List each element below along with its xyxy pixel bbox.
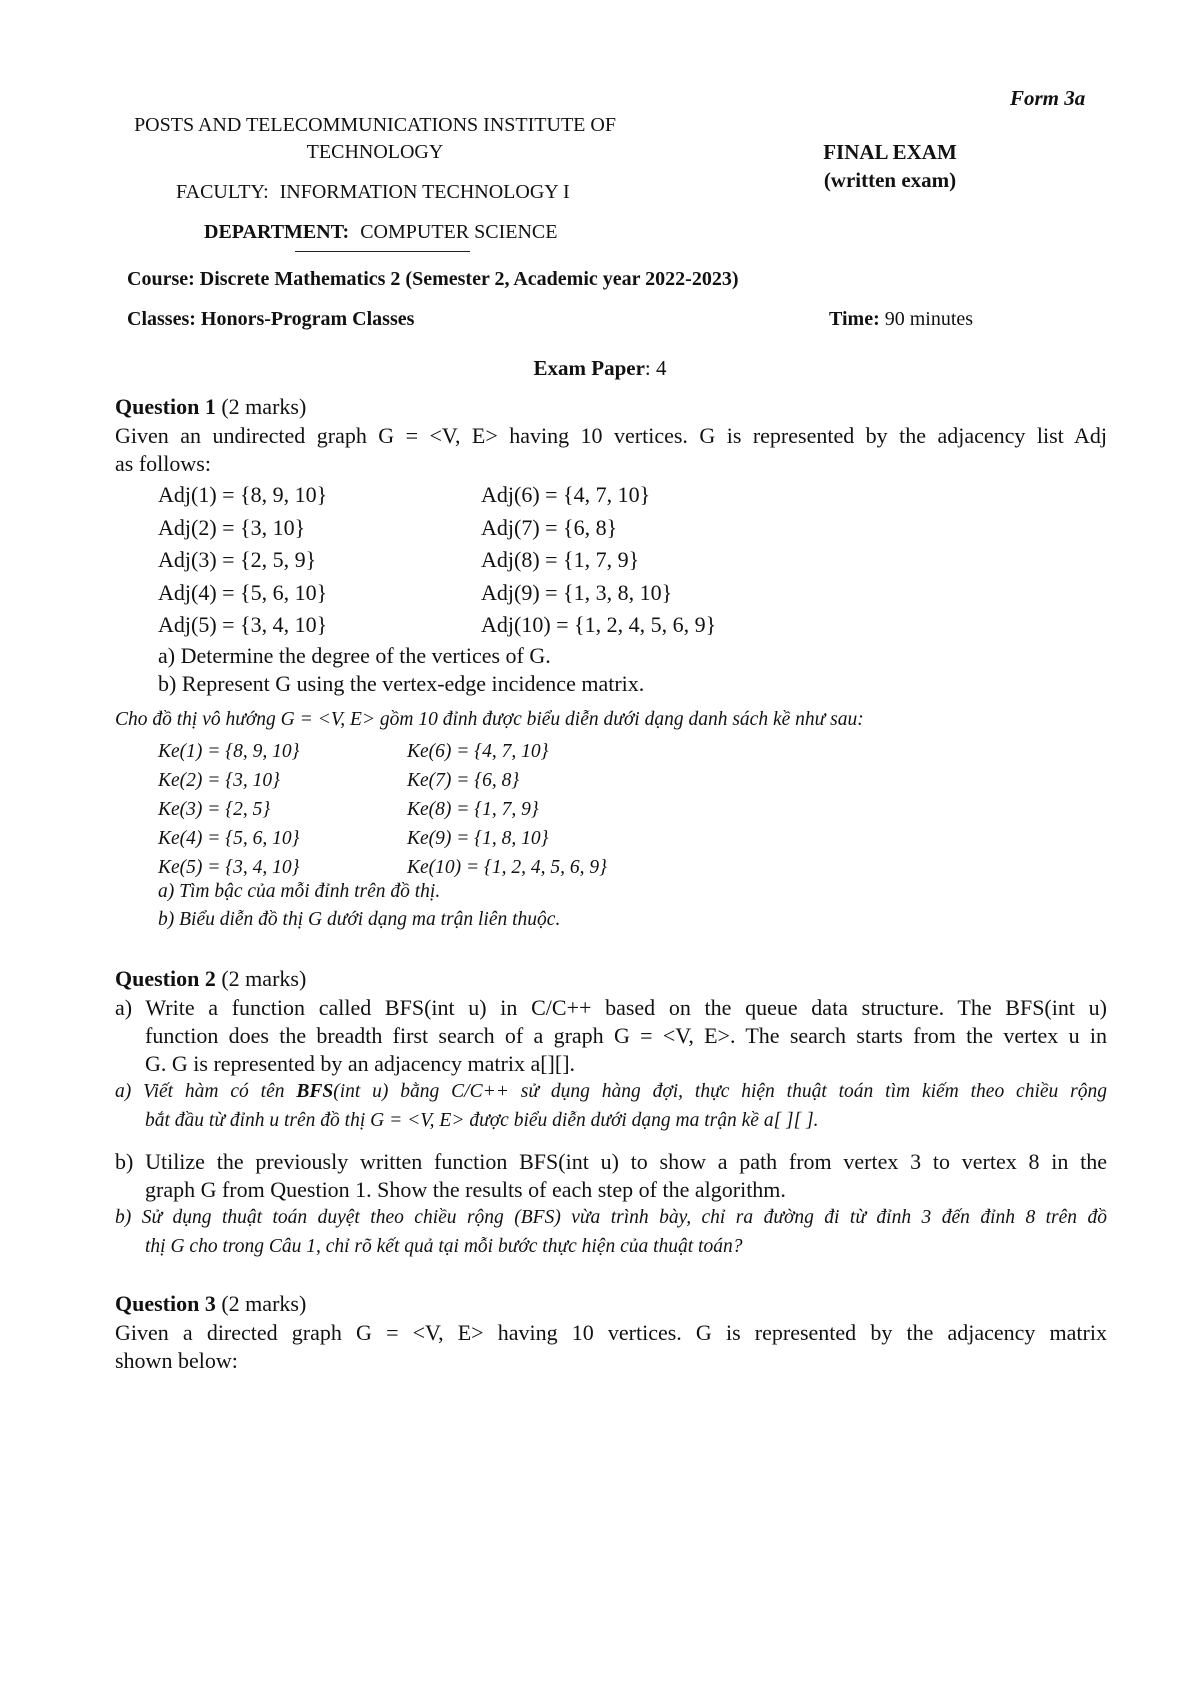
faculty-line [176,181,570,204]
vietnamese-adjacency-entry: Ke(3) = {2, 5} [158,799,271,820]
question-1-heading [115,394,306,420]
adjacency-entry: Adj(3) = {2, 5, 9} [158,547,317,572]
question-1-intro-line1: Given an undirected graph G = <V, E> having 10 vertices. G is represented by the adjacency list Adj [115,423,1107,448]
vietnamese-text: a) Viết hàm có tên [115,1081,297,1102]
course-line: Course: Discrete Mathematics 2 (Semester 2, Academic year 2022-2023) [127,268,739,290]
institute-name-line2: TECHNOLOGY [306,141,444,163]
question-1-vietnamese-part-a: a) Tìm bậc của mỗi đỉnh trên đồ thị. [158,881,441,902]
question-2-marks: (2 marks) [215,966,307,991]
question-1-title: Question 1 [115,394,216,419]
question-1-part-b: b) Represent G using the vertex-edge incidence matrix. [158,671,645,696]
question-2-part-a-line3: G. G is represented by an adjacency matrix a[][]. [145,1051,576,1076]
exam-paper-label: Exam Paper [533,356,645,380]
adjacency-list-left [158,479,327,642]
question-2-vietnamese-part-a-line2: bắt đầu từ đỉnh u trên đồ thị G = <V, E> được biểu diễn dưới dạng ma trận kề a[ ][ ]. [145,1110,819,1131]
vietnamese-adjacency-entry: Ke(9) = {1, 8, 10} [407,828,549,849]
exam-title: FINAL EXAM [823,140,957,164]
adjacency-list-right [481,479,716,642]
question-1-vietnamese-intro: Cho đồ thị vô hướng G = <V, E> gồm 10 đỉnh được biểu diễn dưới dạng danh sách kề như sau: [115,709,864,730]
vietnamese-adjacency-entry: Ke(1) = {8, 9, 10} [158,741,300,762]
department-line [204,221,557,244]
adjacency-entry: Adj(5) = {3, 4, 10} [158,612,328,637]
faculty-value: INFORMATION TECHNOLOGY I [279,181,570,203]
vietnamese-adjacency-entry: Ke(2) = {3, 10} [158,770,280,791]
department-label: DEPARTMENT: [204,221,350,243]
adjacency-entry: Adj(8) = {1, 7, 9} [481,547,640,572]
time-line [829,308,973,331]
question-1-part-a: a) Determine the degree of the vertices of G. [158,643,551,668]
question-3-heading [115,1291,306,1317]
question-2-heading [115,966,306,992]
exam-paper-value: : 4 [644,356,667,380]
department-underline [295,251,470,252]
adjacency-entry: Adj(6) = {4, 7, 10} [481,482,651,507]
form-label: Form 3a [1010,86,1086,110]
vietnamese-adjacency-entry: Ke(10) = {1, 2, 4, 5, 6, 9} [407,857,607,878]
question-1-marks: (2 marks) [215,394,307,419]
question-2-vietnamese-part-b-line2: thị G cho trong Câu 1, chỉ rõ kết quả tại mỗi bước thực hiện của thuật toán? [145,1236,743,1257]
question-2-vietnamese-part-b-line1: b) Sử dụng thuật toán duyệt theo chiều rộng (BFS) vừa trình bày, chỉ ra đường đi từ đỉnh 3 đến đỉnh 8 trên đồ [115,1207,1107,1228]
vietnamese-adjacency-entry: Ke(5) = {3, 4, 10} [158,857,300,878]
time-label: Time: [829,308,880,330]
exam-paper-line [400,356,800,381]
adjacency-entry: Adj(2) = {3, 10} [158,514,306,540]
question-1-intro-line2: as follows: [115,451,211,476]
question-3-line1: Given a directed graph G = <V, E> having 10 vertices. G is represented by the adjacency matrix [115,1320,1107,1345]
question-2-part-a-line2: function does the breadth first search of a graph G = <V, E>. The search starts from the vertex u in [145,1023,1107,1048]
classes-line: Classes: Honors-Program Classes [127,308,415,330]
faculty-label: FACULTY: [176,181,269,203]
vietnamese-adjacency-entry: Ke(8) = {1, 7, 9} [407,799,539,820]
vietnamese-text: (int u) bằng C/C++ sử dụng hàng đợi, thực hiện thuật toán tìm kiếm theo chiều rộng [333,1081,1107,1102]
adjacency-entry: Adj(10) = {1, 2, 4, 5, 6, 9} [481,612,717,637]
question-2-part-b-line2: graph G from Question 1. Show the results of each step of the algorithm. [145,1177,786,1202]
exam-subtitle: (written exam) [823,168,957,192]
vietnamese-list-right [407,737,607,882]
vietnamese-adjacency-entry: Ke(7) = {6, 8} [407,770,520,791]
question-2-vietnamese-part-a-line1 [115,1081,1107,1103]
question-3-line2: shown below: [115,1348,238,1373]
institute-name-line1: POSTS AND TELECOMMUNICATIONS INSTITUTE OF [134,114,616,136]
question-2-part-a-line1: a) Write a function called BFS(int u) in C/C++ based on the queue data structure. The BFS(int u) [115,995,1107,1020]
adjacency-entry: Adj(1) = {8, 9, 10} [158,482,328,507]
vietnamese-list-left [158,737,299,882]
question-2-part-b-line1: b) Utilize the previously written function BFS(int u) to show a path from vertex 3 to vertex 8 in the [115,1149,1107,1174]
question-2-title: Question 2 [115,966,216,991]
vietnamese-adjacency-entry: Ke(6) = {4, 7, 10} [407,741,549,762]
adjacency-entry: Adj(7) = {6, 8} [481,514,618,540]
time-value: 90 minutes [879,308,974,330]
adjacency-entry: Adj(4) = {5, 6, 10} [158,579,328,605]
vietnamese-adjacency-entry: Ke(4) = {5, 6, 10} [158,828,300,849]
question-3-title: Question 3 [115,1291,216,1316]
adjacency-entry: Adj(9) = {1, 3, 8, 10} [481,579,673,605]
question-1-vietnamese-part-b: b) Biểu diễn đồ thị G dưới dạng ma trận liên thuộc. [158,909,561,930]
department-value: COMPUTER SCIENCE [360,221,558,243]
question-3-marks: (2 marks) [215,1291,307,1316]
vietnamese-function-name: BFS [296,1081,334,1102]
